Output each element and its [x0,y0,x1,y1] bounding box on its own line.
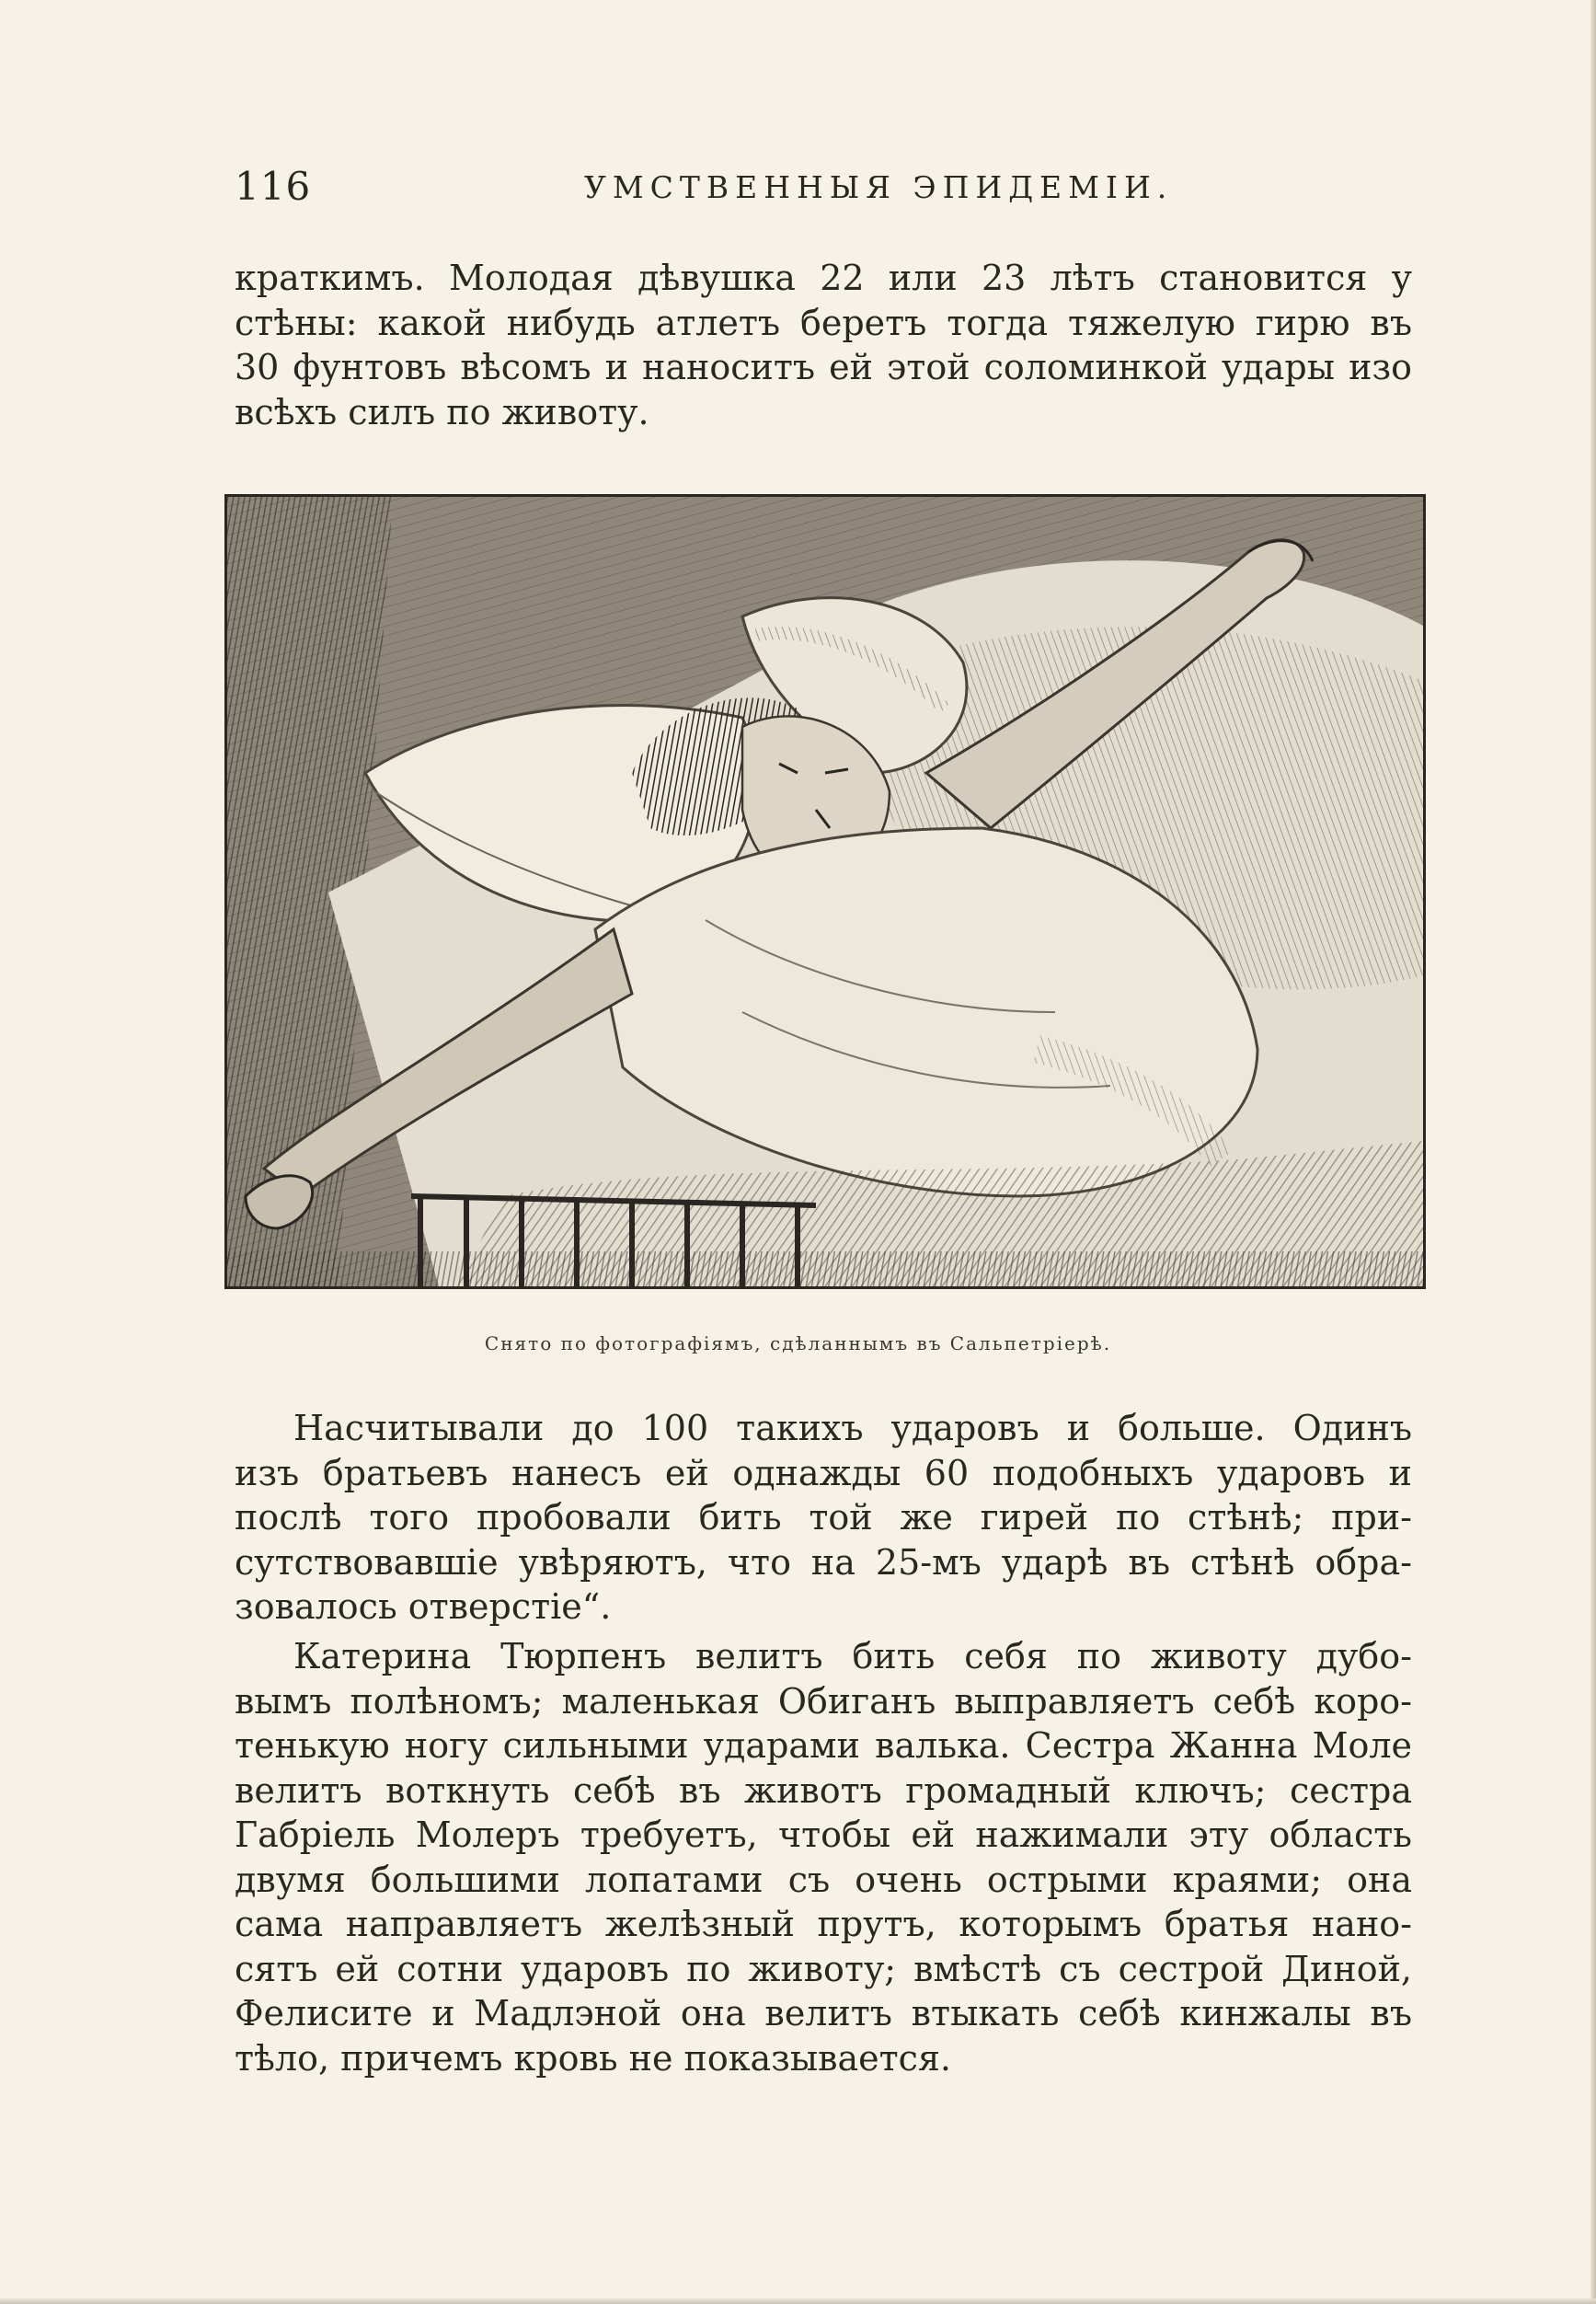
text-line: вымъ полѣномъ; маленькая Обиганъ выправляетъ себѣ коро- [235,1680,1412,1722]
text-line: изъ братьевъ нанесъ ей однажды 60 подобныхъ ударовъ и [235,1452,1412,1493]
text-line: тѣло, причемъ кровь не показывается. [235,2037,951,2079]
figure-caption: Снято по фотографіямъ, сдѣланнымъ въ Сальпетріерѣ. [484,1332,1112,1354]
paragraph-2 [235,1406,1412,1630]
running-title: УМСТВЕННЫЯ ЭПИДЕМІИ. [584,169,1174,205]
text-line: всѣхъ силъ по животу. [235,391,649,432]
text-line: 30 фунтовъ вѣсомъ и наноситъ ей этой соломинкой удары изо [235,347,1412,387]
text-line: сутствовавшіе увѣряютъ, что на 25-мъ ударѣ въ стѣнѣ обра- [235,1541,1412,1583]
page-edge-right [1590,0,1596,2304]
text-line: велитъ воткнуть себѣ въ животъ громадный ключъ; сестра [235,1769,1412,1811]
text-line: Фелисите и Мадлэной она велитъ втыкать себѣ кинжалы въ [235,1993,1412,2033]
text-line: тенькую ногу сильными ударами валька. Сестра Жанна Моле [235,1725,1412,1766]
text-line: краткимъ. Молодая дѣвушка 22 или 23 лѣтъ становится у [235,258,1412,298]
engraving-illustration [224,494,1426,1289]
text-line: сятъ ей сотни ударовъ по животу; вмѣстѣ съ сестрой Диной, [235,1948,1412,1989]
paragraph-1 [235,256,1412,434]
page-number: 116 [235,164,312,209]
text-line: Насчитывали до 100 такихъ ударовъ и больше. Одинъ [293,1408,1412,1448]
text-line: двумя большими лопатами съ очень острыми краями; она [235,1859,1412,1900]
text-line: Катерина Тюрпенъ велитъ бить себя по животу дубо- [293,1636,1412,1676]
text-line: Габріель Молеръ требуетъ, чтобы ей нажимали эту область [235,1814,1412,1855]
running-header [235,164,1412,219]
paragraph-3 [235,1634,1412,2080]
text-line: зовалось отверстіе“. [235,1586,612,1627]
text-line: послѣ того пробовали бить той же гирей по стѣнѣ; при- [235,1497,1412,1538]
page-edge-bottom [0,2298,1596,2304]
text-line: сама направляетъ желѣзный прутъ, которымъ братья нано- [235,1904,1412,1944]
engraving-drawing [227,497,1423,1286]
text-line: стѣны: какой нибудь атлетъ беретъ тогда тяжелую гирю въ [235,302,1412,343]
